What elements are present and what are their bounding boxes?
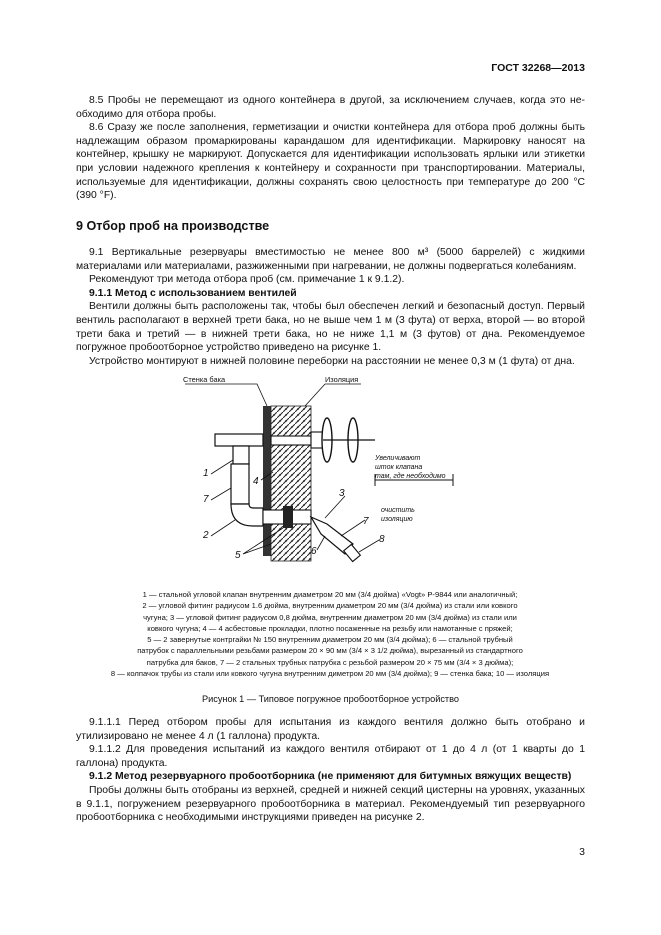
- legend-line: 8 — колпачок трубы из стали или ковкого чугуна внутренним диметром 20 мм (3/4 дюйма); 9 — стенка бака; 10 — изоляция: [110, 669, 550, 679]
- paragraph-8-6: 8.6 Сразу же после заполнения, герметизации и очистки контейнера для отбора проб должны быть надлежащим образом промаркированы карандашом для идентификации. Маркировку наносят на контейнер, крышку не маркируют. Допускается для идентификации использовать ярлыки или этикетки при условии надежного крепления к контейнеру и сохранности при транспортировании. Материалы, используемые для идентификации, должны сохранять свою целостность при температуре до 200 °С (390 °F).: [76, 122, 585, 202]
- callout-7b: 7: [363, 516, 369, 527]
- legend-line: 1 — стальной угловой клапан внутренним диаметром 20 мм (3/4 дюйма) «Vogt» Р-9844 или аналогичный;: [142, 590, 518, 599]
- callout-8: 8: [379, 534, 385, 545]
- valve-body: [233, 446, 249, 464]
- callout-2: 2: [203, 530, 209, 541]
- paragraph-8-5: 8.5 Пробы не перемещают из одного контейнера в другой, за исключением случаев, когда это не-обходимо для отбора пробы.: [76, 95, 585, 120]
- note-line-1: Увеличивают: [375, 455, 421, 462]
- paragraph-valves: Вентили должны быть расположены так, чтобы был обеспечен легкий и безопасный доступ. Первый вентиль располагают в верхней трети бака, но не выше чем 1 м (3 фута) от верха, второй — во второй трети бака и третий — в нижней трети бака, но не ниже 1,1 м (3 футов) от дна. Рекомендуемое погружное пробоотборное устройство приведено на рисунке 1.: [76, 301, 585, 354]
- heading-9-1-1: 9.1.1 Метод с использованием вентилей: [89, 287, 297, 299]
- paragraph-9-1: 9.1 Вертикальные резервуары вместимостью не менее 800 м³ (5000 баррелей) с жидкими материалами или материалами, разжиженными при нагревании, не должны подвергаться колебаниям.: [76, 247, 585, 272]
- figure-legend: [90, 589, 570, 679]
- legend-line: 2 — угловой фитинг радиусом 1.6 дюйма, внутренним диаметром 20 мм (3/4 дюйма) из стали или ковкого: [142, 601, 518, 611]
- legend-line: ковкого чугуна; 4 — 4 асбестовые прокладки, плотно посаженные на резьбу или намотанные с пряжей;: [147, 623, 513, 633]
- standard-number: ГОСТ 32268—2013: [491, 62, 585, 74]
- callout-3: 3: [339, 488, 345, 499]
- callout-5: 5: [235, 550, 241, 561]
- paragraph-9-1-1-1: 9.1.1.1 Перед отбором пробы для испытания из каждого вентиля должно быть отобрано и утилизировано не менее 4 л (1 галлона) продукта.: [76, 717, 585, 742]
- legend-line: патрубок с параллельными резьбами размером 20 × 90 мм (3/4 × 3 1/2 дюйма), вырезанный из стандартного: [137, 646, 523, 656]
- note-line-4: очистить: [381, 507, 415, 514]
- note-line-3: там, где необходимо: [375, 473, 446, 480]
- label-tank-wall: Стенка бака: [183, 376, 226, 384]
- callout-7a: 7: [203, 494, 209, 505]
- figure-sampling-device: [175, 376, 455, 576]
- page-number: 3: [579, 846, 585, 858]
- stem-nut: [311, 432, 323, 448]
- callout-6: 6: [311, 546, 317, 557]
- tank-wall: [263, 406, 271, 556]
- legend-line: 5 — 2 завернутые контргайки № 150 внутренним диаметром 20 мм (3/4 дюйма); 6 — стальной трубный: [147, 635, 513, 645]
- insulation-block: [271, 406, 311, 561]
- heading-9-1-2: 9.1.2 Метод резервуарного пробоотборника (не применяют для битумных вяжущих веществ): [89, 771, 572, 783]
- paragraph-mount: Устройство монтируют в нижней половине переборки на расстоянии не менее 0,3 м (1 фута) от дна.: [89, 355, 575, 367]
- paragraph-tank-sampler: Пробы должны быть отобраны из верхней, средней и нижней секций цистерны на уровнях, указанных в 9.1.1, погружением резервуарного пробоотборника в материал. Рекомендуемый тип резервуарного пробоотборника с необходимыми инструкциями приведен на рисунке 2.: [76, 784, 585, 824]
- callout-4: 4: [253, 476, 259, 487]
- lock-nuts: [283, 506, 293, 528]
- legend-line: чугуна; 3 — угловой фитинг радиусом 0,8 дюйма, внутренним диаметром 20 мм (3/4 дюйма) из стали или: [143, 612, 517, 622]
- paragraphs-bottom: [76, 716, 585, 825]
- label-insulation: Изоляция: [325, 376, 359, 384]
- section-title: 9 Отбор проб на производстве: [76, 219, 270, 233]
- note-line-5: изоляцию: [381, 516, 413, 523]
- paragraph-methods: Рекомендуют три метода отбора проб (см. примечание 1 к 9.1.2).: [89, 274, 405, 286]
- legend-line: патрубка для баков, 7 — 2 стальных трубных патрубка с резьбой размером 20 × 75 мм (3/4 × 3 дюйма);: [146, 657, 514, 667]
- note-line-2: шток клапана: [375, 464, 423, 471]
- paragraphs-top: [76, 94, 585, 203]
- valve-stem: [271, 436, 311, 445]
- upper-pipe: [215, 434, 263, 446]
- lower-elbow: [231, 504, 263, 526]
- vertical-pipe: [231, 464, 249, 504]
- callout-1: 1: [203, 468, 209, 479]
- figure-caption: Рисунок 1 — Типовое погружное пробоотборное устройство: [201, 694, 460, 704]
- section-9-body: [76, 246, 585, 368]
- paragraph-9-1-1-2: 9.1.1.2 Для проведения испытаний из каждого вентиля отбирают от 1 до 4 л (от 1 кварты до 1 галлона) продукта.: [76, 744, 585, 769]
